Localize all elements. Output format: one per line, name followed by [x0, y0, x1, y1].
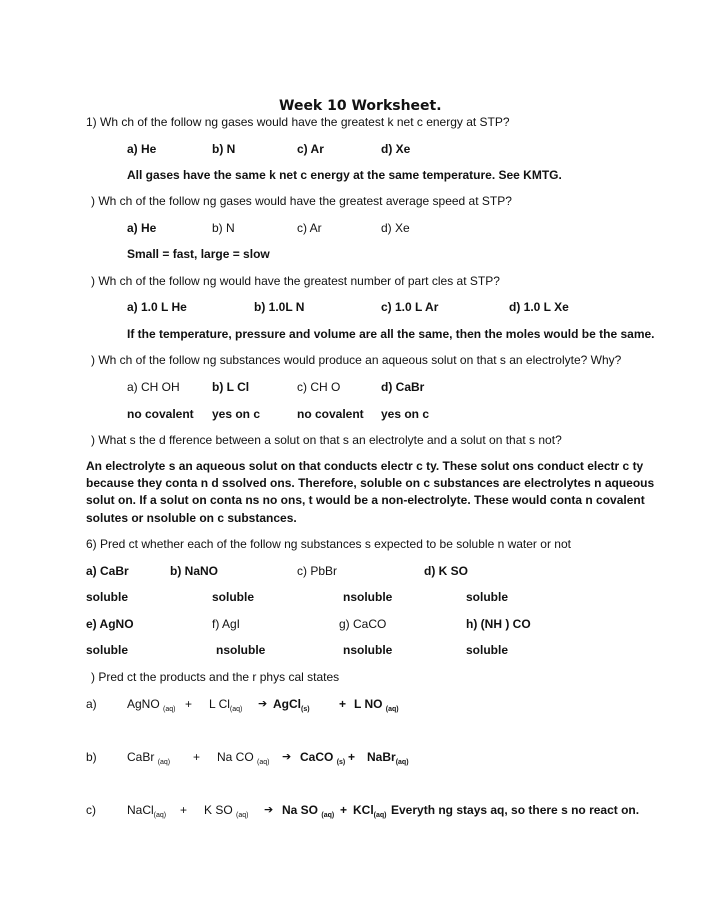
q6-answer-d: soluble [466, 590, 509, 604]
q3-option-b: b) 1.0L N [254, 300, 305, 314]
q3-option-a: a) 1.0 L He [127, 300, 187, 314]
question-5: ) What s the d fference between a solut on that s an electrolyte and a solut on that s not? [91, 433, 562, 447]
q4-option-b: b) L Cl [212, 380, 250, 394]
q3-answer: If the temperature, pressure and volume are all the same, then the moles would be the same. [127, 327, 655, 341]
q6-item-g: g) CaCO [339, 617, 387, 631]
q4-answer-b: yes on c [212, 407, 261, 421]
q6-item-h: h) (NH ) CO [466, 617, 531, 631]
q7b-reactant-1: CaBr $_{(aq)}$ [127, 750, 171, 766]
q6-answer-c: nsoluble [343, 590, 393, 604]
q7c-label: c) [86, 803, 96, 817]
q6-item-e: e) AgNO [86, 617, 134, 631]
question-7: ) Pred ct the products and the r phys cal states [91, 670, 340, 684]
q7b-product-1: CaCO $_{(s)}$ [300, 750, 346, 766]
q7b-reactant-2: Na CO $_{(aq)}$ [217, 750, 270, 766]
q6-answer-e: soluble [86, 643, 129, 657]
q7a-label: a) [86, 697, 97, 711]
q1-option-c: c) Ar [297, 142, 324, 156]
q7c-reactant-1: NaCl$_{(aq)}$ [127, 803, 167, 819]
q7b-plus: + [193, 750, 201, 764]
q1-option-b: b) N [212, 142, 236, 156]
q4-answer-a: no covalent [127, 407, 194, 421]
q7c-reactant-2: K SO $_{(aq)}$ [204, 803, 249, 819]
question-4: ) Wh ch of the follow ng substances would produce an aqueous solut on that s an electrolyte? Why? [91, 353, 622, 367]
q6-answer-a: soluble [86, 590, 129, 604]
arrow-icon: ➔ [282, 751, 292, 763]
q6-answer-g: nsoluble [343, 643, 393, 657]
q2-option-d: d) Xe [381, 221, 410, 235]
q5-answer-line: solut on. If a solut on conta ns no ons, t would be a non-electrolyte. These would conta n covalent [86, 493, 645, 507]
question-3: ) Wh ch of the follow ng would have the greatest number of part cles at STP? [91, 274, 500, 288]
q1-option-a: a) He [127, 142, 157, 156]
q4-answer-d: yes on c [381, 407, 430, 421]
q7c-note: Everyth ng stays aq, so there s no react on. [391, 803, 640, 817]
q2-option-c: c) Ar [297, 221, 322, 235]
q1-answer: All gases have the same k net c energy at the same temperature. See KMTG. [127, 168, 562, 182]
question-6: 6) Pred ct whether each of the follow ng substances s expected to be soluble n water or not [86, 537, 571, 551]
q6-answer-h: soluble [466, 643, 509, 657]
q5-answer-line: because they conta n d ssolved ons. Therefore, soluble on c substances are electrolytes n aqueous [86, 476, 655, 490]
q7c-plus: + [180, 803, 188, 817]
q7a-reactant-1: AgNO $_{(aq)}$ [127, 697, 176, 713]
q6-item-a: a) CaBr [86, 564, 129, 578]
question-1: 1) Wh ch of the follow ng gases would have the greatest k net c energy at STP? [86, 115, 510, 129]
q5-answer-line: An electrolyte s an aqueous solut on that conducts electr c ty. These solut ons conduct electr c ty [86, 459, 644, 473]
q3-option-d: d) 1.0 L Xe [509, 300, 569, 314]
q6-answer-b: soluble [212, 590, 255, 604]
q7c-product-1: Na SO $_{(aq)}$ [282, 803, 335, 819]
q7c-plus-2: + [340, 803, 348, 817]
q6-item-c: c) PbBr [297, 564, 338, 578]
arrow-icon: ➔ [264, 804, 274, 816]
q5-answer-line: solutes or nsoluble on c substances. [86, 511, 297, 525]
q4-option-c: c) CH O [297, 380, 341, 394]
q7a-product-2: L NO $_{(aq)}$ [354, 697, 399, 713]
q7a-reactant-2: L $Cl_{(aq)}$ [209, 697, 243, 713]
page-title: Week 10 Worksheet. [279, 98, 442, 114]
q7a-product-1: AgCl$_{(s)}$ [273, 697, 310, 713]
q4-answer-c: no covalent [297, 407, 364, 421]
q7a-plus: + [185, 697, 193, 711]
q4-option-a: a) CH OH [127, 380, 180, 394]
q7a-plus-2: + [339, 697, 347, 711]
q6-answer-f: nsoluble [216, 643, 266, 657]
q7b-label: b) [86, 750, 97, 764]
q6-item-b: b) NaNO [170, 564, 218, 578]
q3-option-c: c) 1.0 L Ar [381, 300, 439, 314]
q6-item-f: f) AgI [212, 617, 241, 631]
arrow-icon: ➔ [258, 698, 268, 710]
q7b-plus-2: + [348, 750, 356, 764]
question-2: ) Wh ch of the follow ng gases would have the greatest average speed at STP? [91, 194, 512, 208]
q6-item-d: d) K SO [424, 564, 468, 578]
q4-option-d: d) CaBr [381, 380, 425, 394]
q2-answer: Small = fast, large = slow [127, 247, 270, 261]
q2-option-a: a) He [127, 221, 157, 235]
q7c-product-2: KCl$_{(aq)}$ [353, 803, 387, 819]
q2-option-b: b) N [212, 221, 235, 235]
q1-option-d: d) Xe [381, 142, 411, 156]
q7b-product-2: NaBr$_{(aq)}$ [367, 750, 409, 766]
